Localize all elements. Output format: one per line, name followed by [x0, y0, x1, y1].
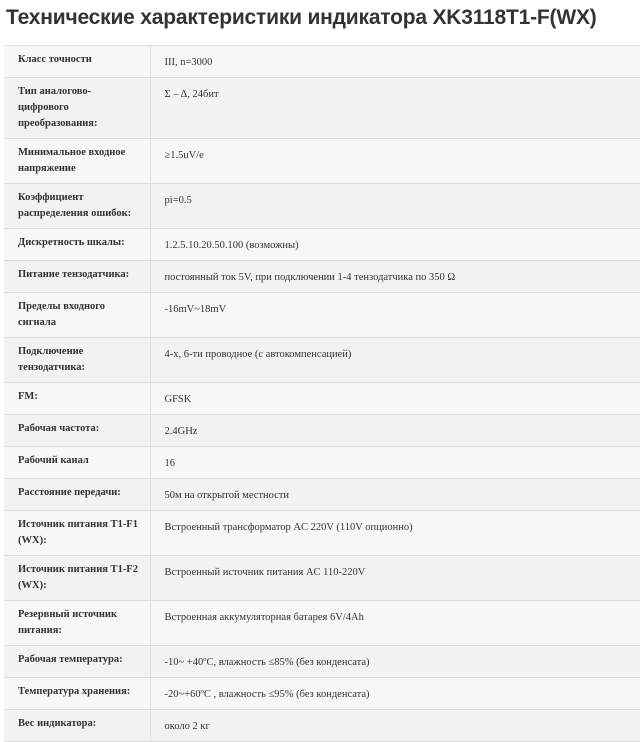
spec-value: -20~+60ºC , влажность ≤95% (без конденсата) — [150, 678, 640, 710]
spec-label: Рабочая частота: — [4, 415, 150, 447]
spec-value: 1.2.5.10.20.50.100 (возможны) — [150, 229, 640, 261]
spec-label: Вес индикатора: — [4, 710, 150, 742]
table-row — [4, 678, 640, 710]
spec-label: Температура хранения: — [4, 678, 150, 710]
spec-value: Встроенный источник питания AC 110-220V — [150, 556, 640, 601]
table-row — [4, 338, 640, 383]
spec-value: около 2 кг — [150, 710, 640, 742]
table-row — [4, 46, 640, 78]
table-row — [4, 78, 640, 139]
spec-label: Пределы входного сигнала — [4, 293, 150, 338]
table-row — [4, 184, 640, 229]
spec-value: ≥1.5uV/e — [150, 139, 640, 184]
table-row — [4, 139, 640, 184]
spec-label: Питание тензодатчика: — [4, 261, 150, 293]
table-row — [4, 415, 640, 447]
table-row — [4, 556, 640, 601]
spec-value: 2.4GHz — [150, 415, 640, 447]
spec-value: -10~ +40ºC, влажность ≤85% (без конденсата) — [150, 646, 640, 678]
spec-label: Минимальное входное напряжение — [4, 139, 150, 184]
table-row — [4, 710, 640, 742]
spec-label: Коэффициент распределения ошибок: — [4, 184, 150, 229]
spec-label: Класс точности — [4, 46, 150, 78]
spec-label: Рабочая температура: — [4, 646, 150, 678]
spec-label: Источник питания T1-F2 (WX): — [4, 556, 150, 601]
spec-label: FM: — [4, 383, 150, 415]
spec-label: Дискретность шкалы: — [4, 229, 150, 261]
spec-value: Встроенный трансформатор AC 220V (110V опционно) — [150, 511, 640, 556]
spec-value: 50м на открытой местности — [150, 479, 640, 511]
specs-table — [4, 45, 640, 742]
table-row — [4, 261, 640, 293]
spec-label: Тип аналогово-цифрового преобразования: — [4, 78, 150, 139]
page-title: Технические характеристики индикатора XK3118T1-F(WX) — [6, 6, 597, 29]
table-row — [4, 293, 640, 338]
spec-value: Σ – Δ, 24бит — [150, 78, 640, 139]
spec-value: 4-х, 6-ти проводное (с автокомпенсацией) — [150, 338, 640, 383]
table-row — [4, 479, 640, 511]
spec-label: Расстояние передачи: — [4, 479, 150, 511]
table-row — [4, 447, 640, 479]
table-row — [4, 601, 640, 646]
table-row — [4, 511, 640, 556]
spec-value: 16 — [150, 447, 640, 479]
table-row — [4, 383, 640, 415]
spec-value: постоянный ток 5V, при подключении 1-4 тензодатчика по 350 Ω — [150, 261, 640, 293]
spec-value: pi=0.5 — [150, 184, 640, 229]
table-row — [4, 229, 640, 261]
spec-value: GFSK — [150, 383, 640, 415]
spec-value: III, n=3000 — [150, 46, 640, 78]
spec-value: Встроенная аккумуляторная батарея 6V/4Ah — [150, 601, 640, 646]
spec-label: Рабочий канал — [4, 447, 150, 479]
spec-label: Резервный источник питания: — [4, 601, 150, 646]
spec-value: -16mV~18mV — [150, 293, 640, 338]
spec-label: Источник питания T1-F1 (WX): — [4, 511, 150, 556]
spec-label: Подключение тензодатчика: — [4, 338, 150, 383]
